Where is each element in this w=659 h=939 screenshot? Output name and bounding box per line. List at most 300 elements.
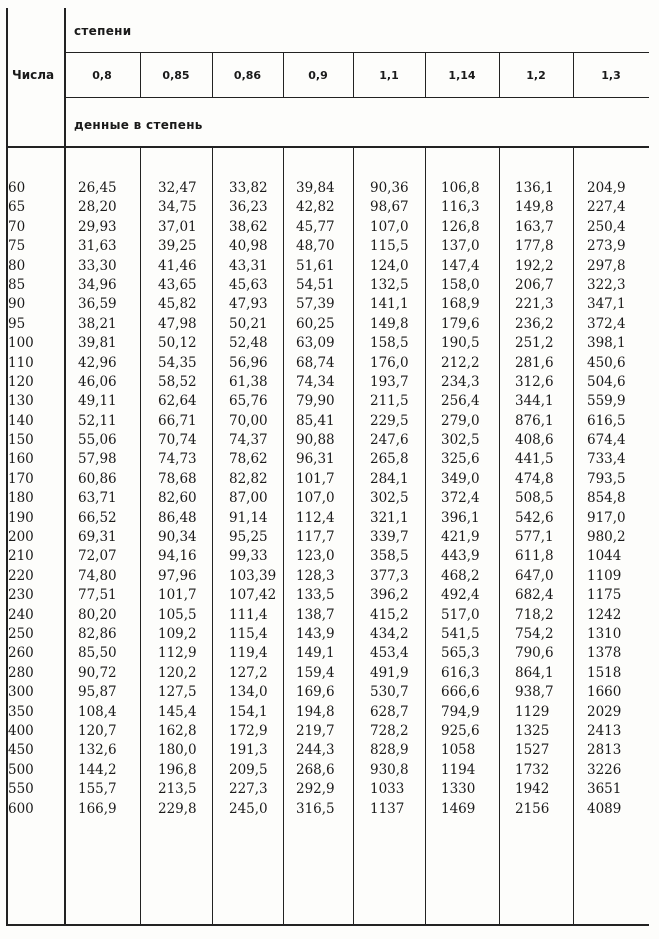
table-cell: 682,4 <box>515 587 554 604</box>
value-column <box>296 179 335 819</box>
table-cell: 155,7 <box>78 781 117 798</box>
table-cell: 101,7 <box>158 587 197 604</box>
table-cell: 31,63 <box>78 238 117 255</box>
table-cell: 674,4 <box>587 432 626 449</box>
row-number: 100 <box>8 335 34 352</box>
row-number: 210 <box>8 548 34 565</box>
table-cell: 169,6 <box>296 684 335 701</box>
table-cell: 137,0 <box>441 238 480 255</box>
table-cell: 45,77 <box>296 218 335 235</box>
table-cell: 132,6 <box>78 742 117 759</box>
row-number: 550 <box>8 781 34 798</box>
table-cell: 191,3 <box>229 742 268 759</box>
table-cell: 106,8 <box>441 180 480 196</box>
table-cell: 43,65 <box>158 276 197 293</box>
row-number: 260 <box>8 645 34 662</box>
table-cell: 34,75 <box>158 199 197 216</box>
table-cell: 250,4 <box>587 218 626 235</box>
table-cell: 229,8 <box>158 800 197 817</box>
table-cell: 443,9 <box>441 548 480 565</box>
table-cell: 396,2 <box>370 587 409 604</box>
exponent-header: 1,1 <box>379 69 399 82</box>
table-cell: 51,61 <box>296 257 335 274</box>
body-column-separator <box>140 147 141 925</box>
table-cell: 666,6 <box>441 684 480 701</box>
table-cell: 3651 <box>587 781 622 798</box>
table-cell: 158,5 <box>370 335 409 352</box>
table-cell: 99,33 <box>229 548 268 565</box>
table-cell: 541,5 <box>441 625 480 642</box>
table-cell: 82,82 <box>229 470 268 487</box>
table-cell: 45,63 <box>229 276 268 293</box>
table-cell: 90,88 <box>296 432 335 449</box>
table-cell: 116,3 <box>441 199 480 216</box>
row-number: 85 <box>8 276 26 293</box>
table-cell: 95,87 <box>78 684 117 701</box>
table-cell: 733,4 <box>587 451 626 468</box>
table-cell: 221,3 <box>515 296 554 313</box>
table-cell: 96,31 <box>296 451 335 468</box>
table-cell: 1527 <box>515 742 550 759</box>
table-cell: 127,2 <box>229 664 268 681</box>
table-cell: 508,5 <box>515 490 554 507</box>
table-cell: 1469 <box>441 800 476 817</box>
row-number: 240 <box>8 606 34 623</box>
table-cell: 236,2 <box>515 315 554 332</box>
table-cell: 876,1 <box>515 412 554 429</box>
table-cell: 256,4 <box>441 393 480 410</box>
table-cell: 26,45 <box>78 180 117 196</box>
table-cell: 980,2 <box>587 529 626 546</box>
table-cell: 50,21 <box>229 315 268 332</box>
table-cell: 492,4 <box>441 587 480 604</box>
table-cell: 168,9 <box>441 296 480 313</box>
table-cell: 38,21 <box>78 315 117 332</box>
table-cell: 162,8 <box>158 722 197 739</box>
table-cell: 917,0 <box>587 509 626 526</box>
table-cell: 52,11 <box>78 412 117 429</box>
table-cell: 36,23 <box>229 199 268 216</box>
table-cell: 82,60 <box>158 490 197 507</box>
row-number: 250 <box>8 625 34 642</box>
table-cell: 65,76 <box>229 393 268 410</box>
exponent-header: 0,8 <box>92 69 112 82</box>
table-cell: 794,9 <box>441 703 480 720</box>
table-cell: 86,48 <box>158 509 197 526</box>
table-cell: 127,5 <box>158 684 197 701</box>
table-cell: 60,25 <box>296 315 335 332</box>
row-number: 280 <box>8 664 34 681</box>
exponent-header: 1,2 <box>526 69 546 82</box>
table-cell: 938,7 <box>515 684 554 701</box>
table-cell: 176,0 <box>370 354 409 371</box>
table-cell: 530,7 <box>370 684 409 701</box>
frame-bottom-border <box>6 924 649 926</box>
table-cell: 149,8 <box>370 315 409 332</box>
row-number: 150 <box>8 432 34 449</box>
table-cell: 1109 <box>587 567 622 584</box>
table-cell: 90,36 <box>370 180 409 196</box>
table-cell: 227,3 <box>229 781 268 798</box>
table-cell: 90,34 <box>158 529 197 546</box>
header-mid-rule <box>64 97 649 98</box>
table-cell: 616,3 <box>441 664 480 681</box>
header-bottom-rule <box>6 146 649 148</box>
table-cell: 517,0 <box>441 606 480 623</box>
table-cell: 1310 <box>587 625 622 642</box>
table-cell: 119,4 <box>229 645 268 662</box>
body-column-separator <box>353 147 354 925</box>
table-cell: 474,8 <box>515 470 554 487</box>
table-cell: 542,6 <box>515 509 554 526</box>
table-cell: 450,6 <box>587 354 626 371</box>
table-cell: 213,5 <box>158 781 197 798</box>
table-cell: 251,2 <box>515 335 554 352</box>
table-cell: 358,5 <box>370 548 409 565</box>
exponent-header: 1,3 <box>601 69 621 82</box>
table-cell: 72,07 <box>78 548 117 565</box>
body-column-separator <box>573 147 574 925</box>
table-cell: 120,2 <box>158 664 197 681</box>
table-cell: 97,96 <box>158 567 197 584</box>
table-cell: 227,4 <box>587 199 626 216</box>
row-number: 75 <box>8 238 26 255</box>
table-cell: 577,1 <box>515 529 554 546</box>
table-cell: 398,1 <box>587 335 626 352</box>
table-cell: 347,1 <box>587 296 626 313</box>
table-cell: 79,90 <box>296 393 335 410</box>
table-cell: 149,1 <box>296 645 335 662</box>
row-number: 500 <box>8 761 34 778</box>
table-cell: 36,59 <box>78 296 117 313</box>
table-cell: 172,9 <box>229 722 268 739</box>
row-number: 110 <box>8 354 34 371</box>
table-cell: 90,72 <box>78 664 117 681</box>
table-cell: 647,0 <box>515 567 554 584</box>
table-cell: 52,48 <box>229 335 268 352</box>
body-column-separator <box>212 147 213 925</box>
table-cell: 87,00 <box>229 490 268 507</box>
table-cell: 32,47 <box>158 180 197 196</box>
table-cell: 48,70 <box>296 238 335 255</box>
table-cell: 134,0 <box>229 684 268 701</box>
table-cell: 1194 <box>441 761 476 778</box>
table-cell: 339,7 <box>370 529 409 546</box>
table-cell: 60,86 <box>78 470 117 487</box>
row-number: 190 <box>8 509 34 526</box>
table-cell: 120,7 <box>78 722 117 739</box>
table-cell: 147,4 <box>441 257 480 274</box>
row-number: 350 <box>8 703 34 720</box>
row-number: 140 <box>8 412 34 429</box>
table-cell: 40,98 <box>229 238 268 255</box>
table-cell: 98,67 <box>370 199 409 216</box>
table-cell: 372,4 <box>587 315 626 332</box>
row-number: 90 <box>8 296 26 313</box>
table-cell: 321,1 <box>370 509 409 526</box>
table-cell: 107,0 <box>370 218 409 235</box>
table-cell: 42,82 <box>296 199 335 216</box>
row-number: 400 <box>8 722 34 739</box>
table-cell: 193,7 <box>370 373 409 390</box>
table-cell: 107,42 <box>229 587 277 604</box>
table-cell: 265,8 <box>370 451 409 468</box>
table-cell: 212,2 <box>441 354 480 371</box>
table-cell: 145,4 <box>158 703 197 720</box>
table-cell: 209,5 <box>229 761 268 778</box>
table-cell: 415,2 <box>370 606 409 623</box>
table-cell: 1175 <box>587 587 622 604</box>
table-cell: 234,3 <box>441 373 480 390</box>
value-column <box>370 179 409 819</box>
table-cell: 159,4 <box>296 664 335 681</box>
row-number: 65 <box>8 199 26 216</box>
table-cell: 1942 <box>515 781 550 798</box>
table-cell: 491,9 <box>370 664 409 681</box>
row-number: 60 <box>8 180 26 196</box>
row-number: 230 <box>8 587 34 604</box>
table-cell: 91,14 <box>229 509 268 526</box>
table-cell: 793,5 <box>587 470 626 487</box>
table-cell: 453,4 <box>370 645 409 662</box>
table-cell: 55,06 <box>78 432 117 449</box>
table-cell: 229,5 <box>370 412 409 429</box>
table-cell: 82,86 <box>78 625 117 642</box>
table-cell: 58,52 <box>158 373 197 390</box>
table-cell: 37,01 <box>158 218 197 235</box>
row-label-header: Числа <box>12 68 55 82</box>
exponent-header: 0,85 <box>162 69 190 82</box>
table-cell: 63,71 <box>78 490 117 507</box>
table-cell: 70,00 <box>229 412 268 429</box>
table-cell: 434,2 <box>370 625 409 642</box>
table-cell: 33,30 <box>78 257 117 274</box>
table-cell: 166,9 <box>78 800 117 817</box>
table-cell: 1129 <box>515 703 550 720</box>
table-cell: 1325 <box>515 722 550 739</box>
table-cell: 194,8 <box>296 703 335 720</box>
table-cell: 1044 <box>587 548 622 565</box>
table-cell: 141,1 <box>370 296 409 313</box>
table-cell: 3226 <box>587 761 622 778</box>
table-cell: 101,7 <box>296 470 335 487</box>
row-number: 170 <box>8 470 34 487</box>
table-cell: 925,6 <box>441 722 480 739</box>
header-caption-top: степени <box>74 24 132 38</box>
table-cell: 349,0 <box>441 470 480 487</box>
table-cell: 124,0 <box>370 257 409 274</box>
table-cell: 77,51 <box>78 587 117 604</box>
table-cell: 158,0 <box>441 276 480 293</box>
table-cell: 1732 <box>515 761 550 778</box>
table-cell: 62,64 <box>158 393 197 410</box>
header-top-rule <box>64 52 649 53</box>
table-cell: 69,31 <box>78 529 117 546</box>
table-cell: 268,6 <box>296 761 335 778</box>
table-cell: 312,6 <box>515 373 554 390</box>
row-number: 80 <box>8 257 26 274</box>
value-column <box>78 179 117 819</box>
table-cell: 94,16 <box>158 548 197 565</box>
table-cell: 302,5 <box>441 432 480 449</box>
table-cell: 46,06 <box>78 373 117 390</box>
table-cell: 109,2 <box>158 625 197 642</box>
table-cell: 273,9 <box>587 238 626 255</box>
row-number: 70 <box>8 218 26 235</box>
table-cell: 628,7 <box>370 703 409 720</box>
table-cell: 78,62 <box>229 451 268 468</box>
table-cell: 57,98 <box>78 451 117 468</box>
value-column <box>158 179 197 819</box>
table-cell: 132,5 <box>370 276 409 293</box>
table-cell: 1378 <box>587 645 622 662</box>
body-column-separator <box>425 147 426 925</box>
table-cell: 47,93 <box>229 296 268 313</box>
table-cell: 149,8 <box>515 199 554 216</box>
table-cell: 204,9 <box>587 180 626 196</box>
table-cell: 408,6 <box>515 432 554 449</box>
table-cell: 115,5 <box>370 238 409 255</box>
table-cell: 372,4 <box>441 490 480 507</box>
table-cell: 211,5 <box>370 393 409 410</box>
table-cell: 1033 <box>370 781 405 798</box>
table-cell: 38,62 <box>229 218 268 235</box>
table-cell: 111,4 <box>229 606 268 623</box>
row-number: 130 <box>8 393 34 410</box>
table-cell: 45,82 <box>158 296 197 313</box>
table-cell: 61,38 <box>229 373 268 390</box>
table-cell: 245,0 <box>229 800 268 817</box>
table-cell: 70,74 <box>158 432 197 449</box>
row-number: 200 <box>8 529 34 546</box>
table-cell: 718,2 <box>515 606 554 623</box>
table-cell: 247,6 <box>370 432 409 449</box>
table-cell: 138,7 <box>296 606 335 623</box>
table-cell: 854,8 <box>587 490 626 507</box>
table-cell: 279,0 <box>441 412 480 429</box>
table-cell: 54,51 <box>296 276 335 293</box>
table-cell: 396,1 <box>441 509 480 526</box>
row-number: 180 <box>8 490 34 507</box>
table-cell: 66,71 <box>158 412 197 429</box>
table-cell: 41,46 <box>158 257 197 274</box>
table-cell: 281,6 <box>515 354 554 371</box>
table-cell: 468,2 <box>441 567 480 584</box>
row-number: 160 <box>8 451 34 468</box>
table-cell: 616,5 <box>587 412 626 429</box>
table-cell: 325,6 <box>441 451 480 468</box>
table-cell: 50,12 <box>158 335 197 352</box>
table-cell: 136,1 <box>515 180 554 196</box>
exponent-header: 0,86 <box>233 69 262 82</box>
table-cell: 115,4 <box>229 625 268 642</box>
table-cell: 123,0 <box>296 548 335 565</box>
table-cell: 39,81 <box>78 335 117 352</box>
table-cell: 611,8 <box>515 548 554 565</box>
table-cell: 29,93 <box>78 218 117 235</box>
table-cell: 56,96 <box>229 354 268 371</box>
table-cell: 85,50 <box>78 645 117 662</box>
table-cell: 4089 <box>587 800 622 817</box>
body-column-separator <box>283 147 284 925</box>
table-cell: 728,2 <box>370 722 409 739</box>
table-cell: 68,74 <box>296 354 335 371</box>
number-column <box>0 179 64 819</box>
table-cell: 1330 <box>441 781 476 798</box>
table-cell: 219,7 <box>296 722 335 739</box>
table-cell: 163,7 <box>515 218 554 235</box>
table-cell: 316,5 <box>296 800 335 817</box>
table-cell: 117,7 <box>296 529 335 546</box>
table-cell: 192,2 <box>515 257 554 274</box>
table-cell: 284,1 <box>370 470 409 487</box>
table-cell: 206,7 <box>515 276 554 293</box>
value-column <box>441 179 480 819</box>
table-cell: 34,96 <box>78 276 117 293</box>
table-cell: 559,9 <box>587 393 626 410</box>
table-cell: 297,8 <box>587 257 626 274</box>
table-cell: 1137 <box>370 800 405 817</box>
table-cell: 565,3 <box>441 645 480 662</box>
table-cell: 2029 <box>587 703 622 720</box>
table-cell: 180,0 <box>158 742 197 759</box>
table-cell: 39,25 <box>158 238 197 255</box>
table-cell: 143,9 <box>296 625 335 642</box>
table-cell: 108,4 <box>78 703 117 720</box>
table-cell: 74,73 <box>158 451 197 468</box>
table-cell: 95,25 <box>229 529 268 546</box>
table-cell: 54,35 <box>158 354 197 371</box>
table-cell: 179,6 <box>441 315 480 332</box>
row-number: 220 <box>8 567 34 584</box>
table-cell: 80,20 <box>78 606 117 623</box>
table-cell: 2413 <box>587 722 622 739</box>
table-cell: 128,3 <box>296 567 335 584</box>
value-column <box>587 179 626 819</box>
exponent-header: 0,9 <box>308 69 328 82</box>
row-number: 450 <box>8 742 34 759</box>
table-cell: 930,8 <box>370 761 409 778</box>
exponent-header: 1,14 <box>448 69 476 82</box>
table-cell: 302,5 <box>370 490 409 507</box>
table-cell: 107,0 <box>296 490 335 507</box>
value-column <box>229 179 276 819</box>
table-cell: 133,5 <box>296 587 335 604</box>
table-cell: 1242 <box>587 606 622 623</box>
table-cell: 322,3 <box>587 276 626 293</box>
table-cell: 85,41 <box>296 412 335 429</box>
row-number: 600 <box>8 800 34 817</box>
table-cell: 105,5 <box>158 606 197 623</box>
table-cell: 441,5 <box>515 451 554 468</box>
table-cell: 144,2 <box>78 761 117 778</box>
table-cell: 74,80 <box>78 567 117 584</box>
body-column-separator <box>499 147 500 925</box>
table-cell: 754,2 <box>515 625 554 642</box>
table-cell: 57,39 <box>296 296 335 313</box>
row-number: 300 <box>8 684 34 701</box>
table-cell: 28,20 <box>78 199 117 216</box>
table-cell: 49,11 <box>78 393 117 410</box>
table-cell: 78,68 <box>158 470 197 487</box>
table-cell: 74,37 <box>229 432 268 449</box>
table-cell: 103,39 <box>229 567 277 584</box>
table-cell: 828,9 <box>370 742 409 759</box>
table-cell: 292,9 <box>296 781 335 798</box>
table-cell: 47,98 <box>158 315 197 332</box>
table-cell: 154,1 <box>229 703 268 720</box>
table-cell: 377,3 <box>370 567 409 584</box>
